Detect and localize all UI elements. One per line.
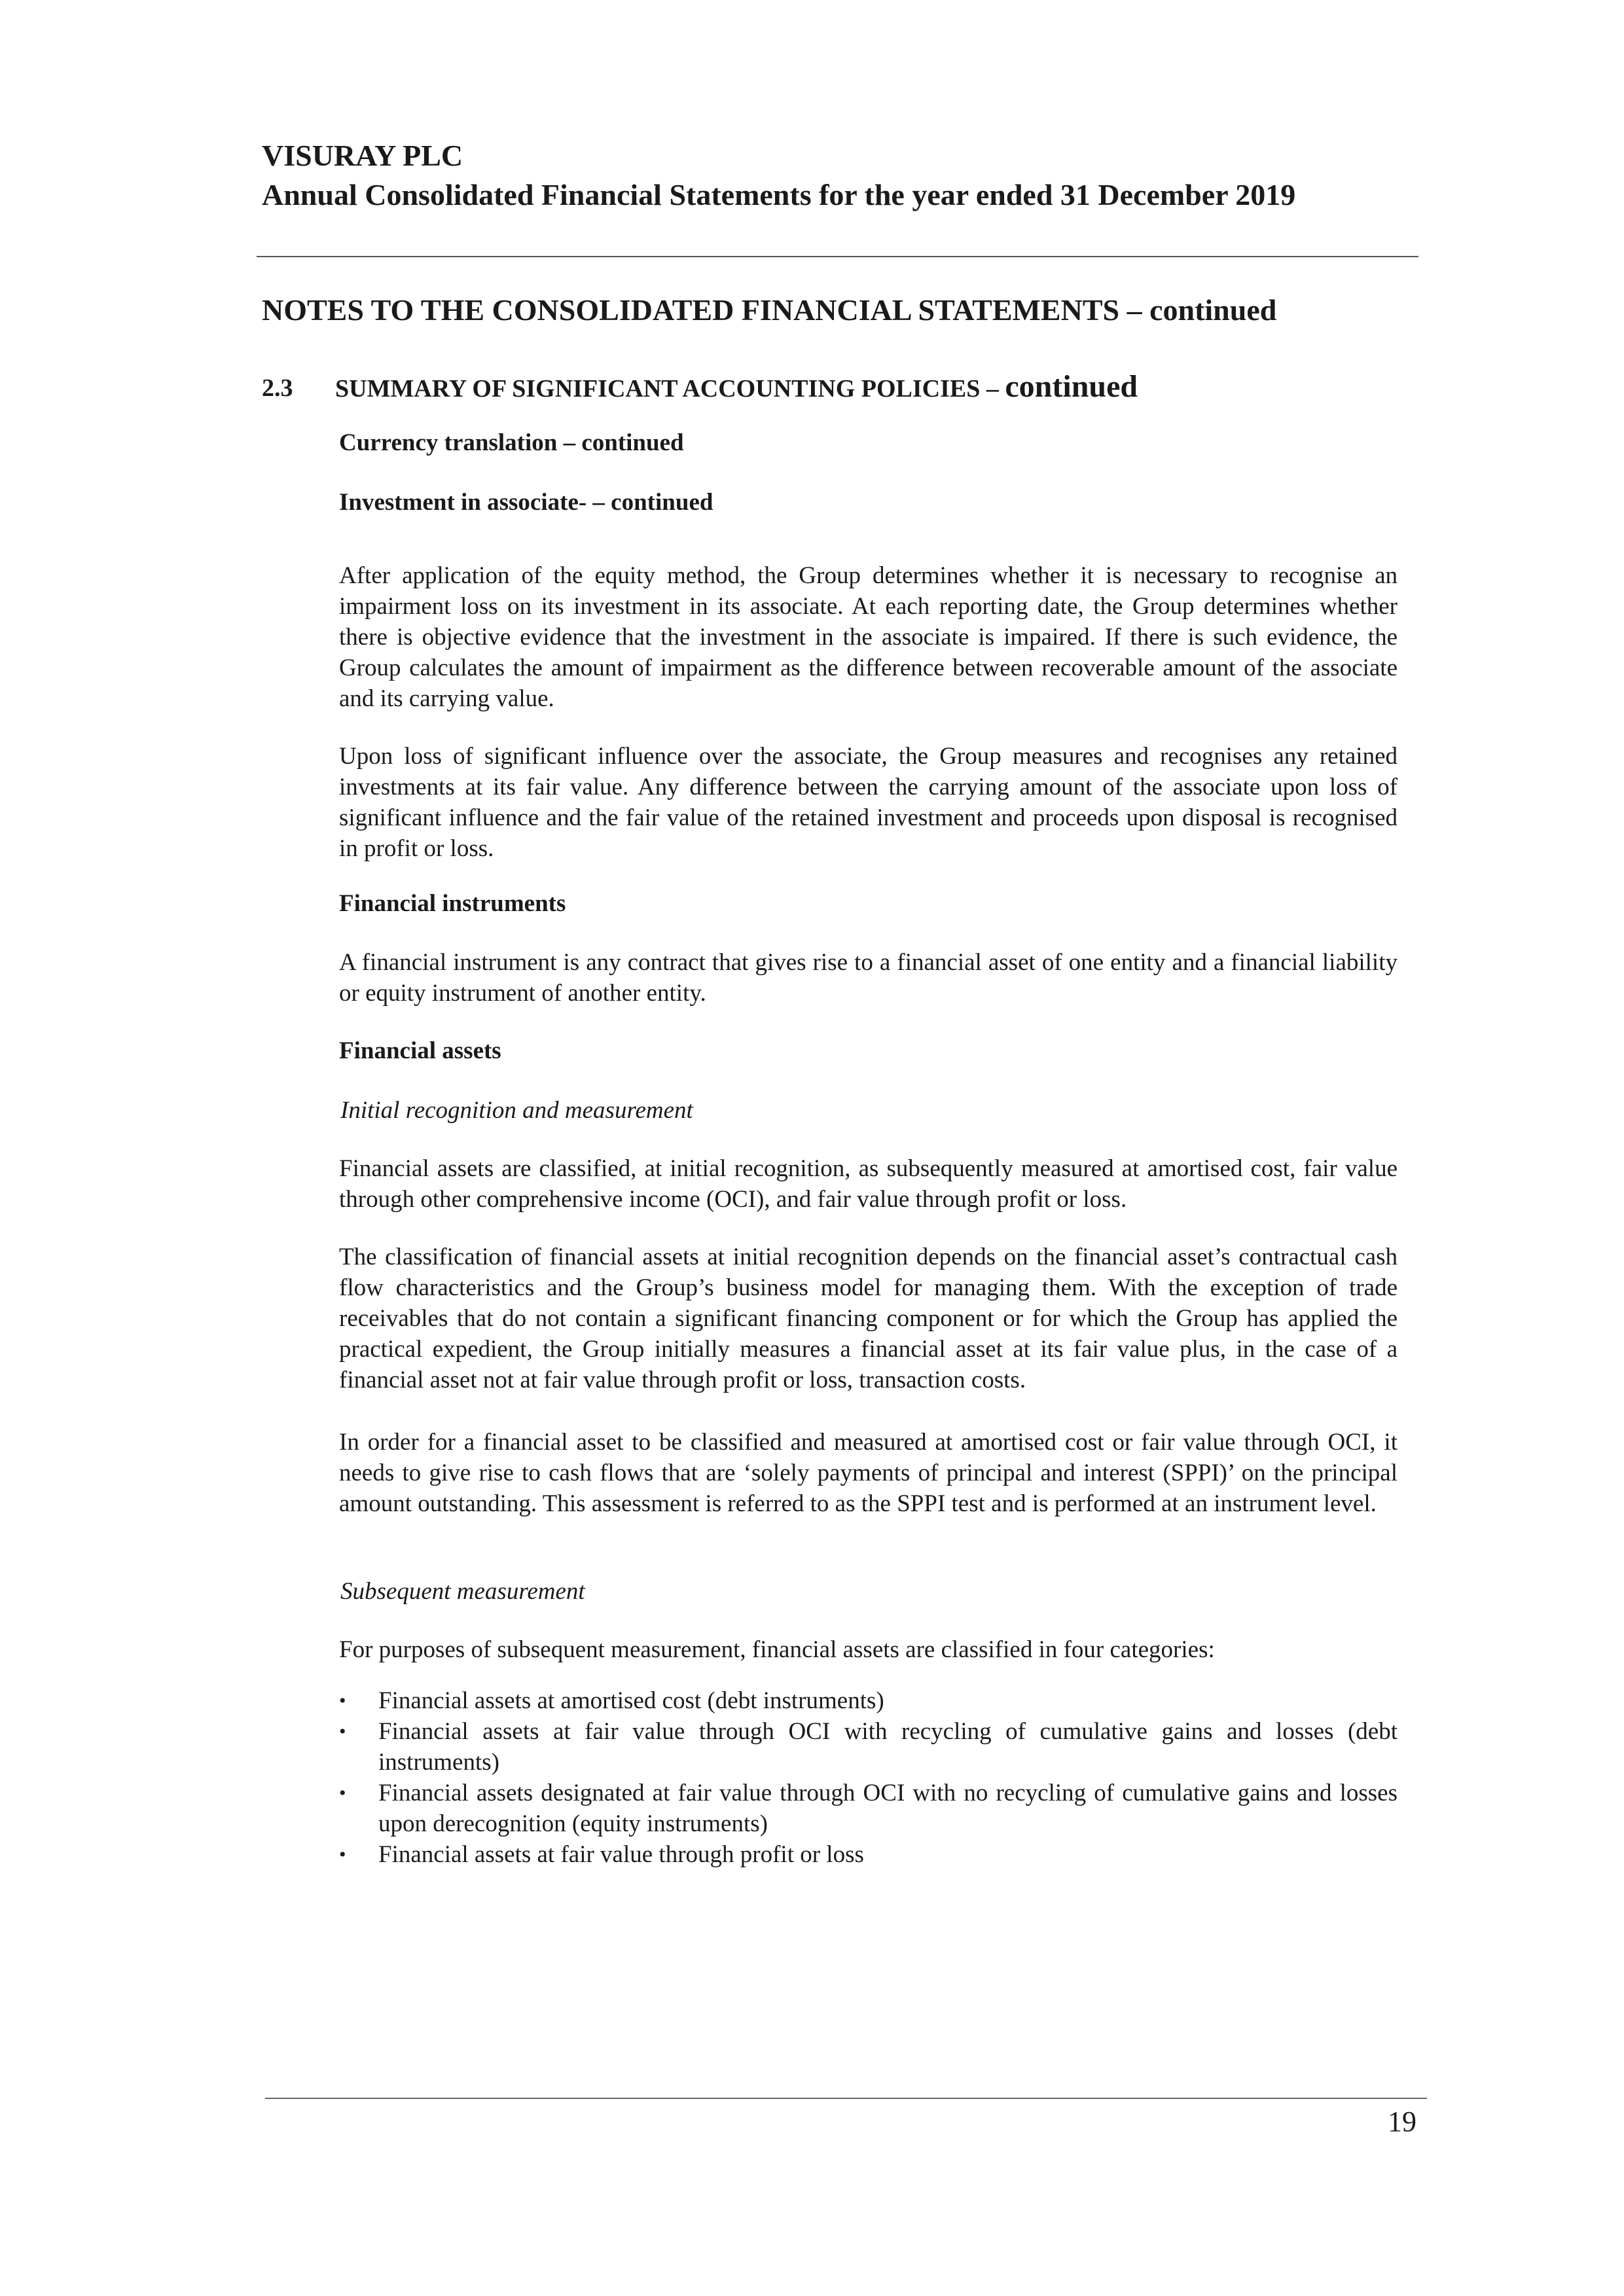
categories-list	[339, 1685, 1398, 1870]
paragraph-classification: Financial assets are classified, at initial recognition, as subsequently measured at amortised cost, fair value through other comprehensive income (OCI), and fair value through profit or loss.	[339, 1155, 1398, 1213]
bullet-icon: •	[339, 1782, 346, 1804]
subhead-financial-instruments: Financial instruments	[339, 890, 566, 917]
paragraph-classification-depends: The classification of financial assets at initial recognition depends on the financial asset’s contractual cash flow characteristics and the Group’s business model for managing them. With the exception of trade receivables that do not contain a significant financing component or for which the Group has applied the practical expedient, the Group initially measures a financial asset at its fair value plus, in the case of a financial asset not at fair value through profit or loss, transaction costs.	[339, 1244, 1398, 1393]
list-item-text: Financial assets at amortised cost (debt instruments)	[378, 1687, 884, 1714]
section-title-continued: continued	[1005, 369, 1138, 404]
paragraph-sppi: In order for a financial asset to be classified and measured at amortised cost or fair value through OCI, it needs to give rise to cash flows that are ‘solely payments of principal and interest (SPPI)’ on the principal amount outstanding. This assessment is referred to as the SPPI test and is performed at an instrument level.	[339, 1429, 1398, 1517]
list-item-text: Financial assets at fair value through OCI with recycling of cumulative gains and losses (debt instruments)	[378, 1718, 1398, 1776]
list-item	[339, 1716, 1398, 1778]
page-number: 19	[1388, 2106, 1416, 2138]
subhead-initial-recognition: Initial recognition and measurement	[340, 1097, 693, 1124]
subhead-investment-in-associate: Investment in associate- – continued	[339, 489, 713, 516]
section-title	[335, 368, 1138, 408]
paragraph-impairment: After application of the equity method, the Group determines whether it is necessary to recognise an impairment loss on its investment in its associate. At each reporting date, the Group determines whether there is objective evidence that the investment in the associate is impaired. If there is such evidence, the Group calculates the amount of impairment as the difference between recoverable amount of the associate and its carrying value.	[339, 562, 1398, 712]
notes-title: NOTES TO THE CONSOLIDATED FINANCIAL STATEMENTS – continued	[262, 293, 1277, 327]
list-item	[339, 1685, 1398, 1716]
subhead-financial-assets: Financial assets	[339, 1037, 501, 1064]
paragraph-loss-of-influence: Upon loss of significant influence over the associate, the Group measures and recognises any retained investments at its fair value. Any difference between the carrying amount of the associate upon loss of significant influence and the fair value of the retained investment and proceeds upon disposal is recognised in profit or loss.	[339, 743, 1398, 862]
list-item-text: Financial assets designated at fair value through OCI with no recycling of cumulative gains and losses upon derecognition (equity instruments)	[378, 1780, 1398, 1837]
header-divider	[257, 256, 1418, 257]
subhead-subsequent-measurement: Subsequent measurement	[340, 1578, 585, 1605]
section-number: 2.3	[262, 374, 293, 402]
paragraph-financial-instrument-definition: A financial instrument is any contract that gives rise to a financial asset of one entity and a financial liability or equity instrument of another entity.	[339, 949, 1398, 1007]
footer-divider	[265, 2098, 1427, 2099]
section-title-text: SUMMARY OF SIGNIFICANT ACCOUNTING POLICIES –	[335, 375, 1005, 403]
report-title: Annual Consolidated Financial Statements for the year ended 31 December 2019	[262, 178, 1296, 211]
subhead-currency-translation: Currency translation – continued	[339, 429, 684, 456]
bullet-icon: •	[339, 1690, 346, 1712]
list-item	[339, 1839, 1398, 1870]
company-name: VISURAY PLC	[262, 139, 463, 172]
bullet-icon: •	[339, 1844, 346, 1865]
list-item	[339, 1778, 1398, 1839]
bullet-icon: •	[339, 1721, 346, 1742]
list-item-text: Financial assets at fair value through profit or loss	[378, 1841, 864, 1868]
paragraph-four-categories: For purposes of subsequent measurement, financial assets are classified in four categories:	[339, 1636, 1215, 1663]
